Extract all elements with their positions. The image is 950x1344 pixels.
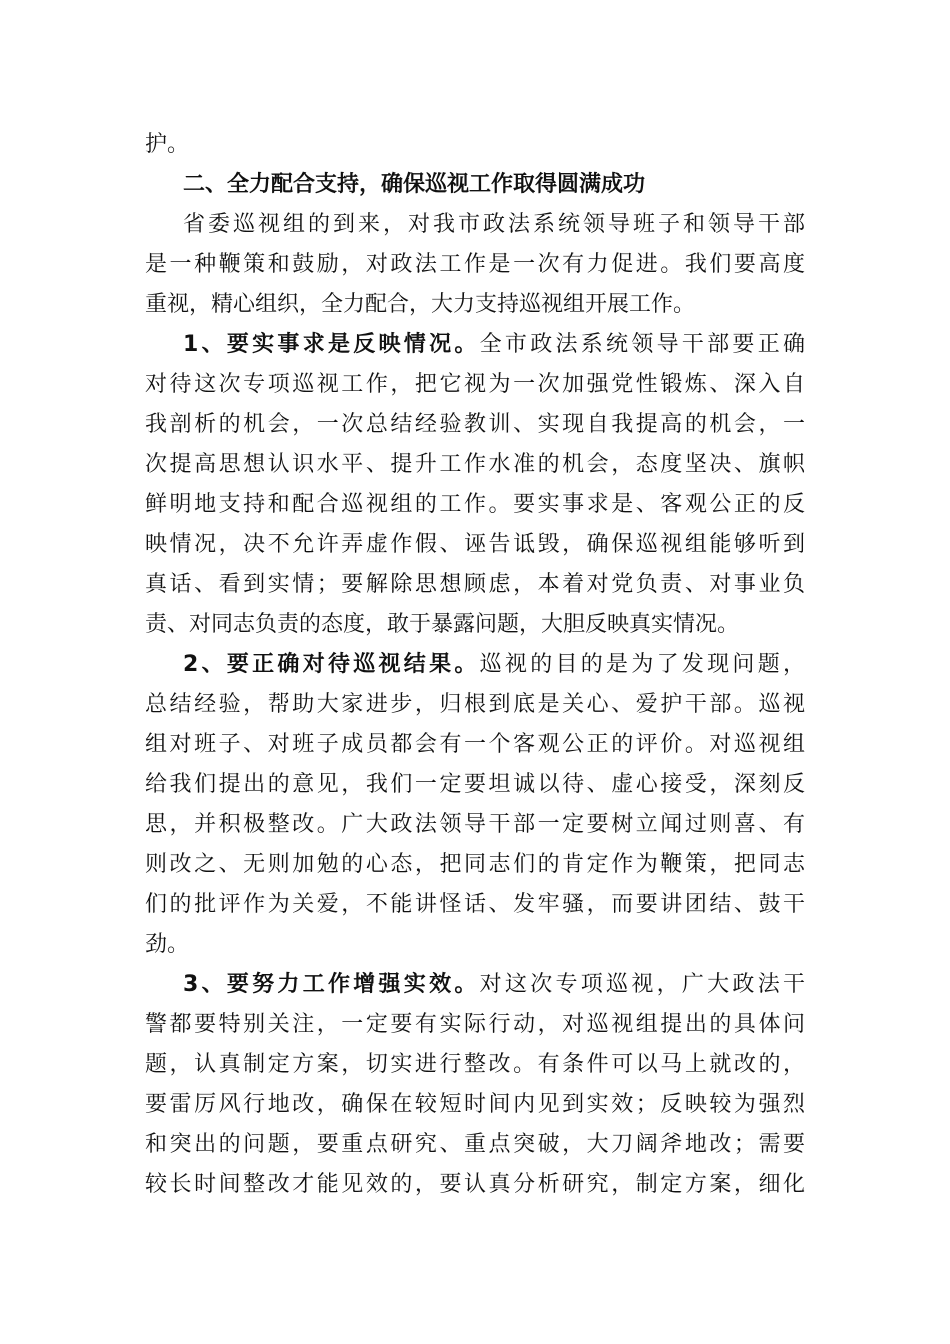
text-line xyxy=(145,890,805,920)
line-text: 责、对同志负责的态度，敢于暴露问题，大胆反映真实情况。 xyxy=(145,612,740,637)
text-line xyxy=(145,810,805,840)
text-line xyxy=(145,1130,805,1160)
section-heading xyxy=(183,170,805,200)
line-text: 则改之、无则加勉的心态，把同志们的肯定作为鞭策，把同志 xyxy=(145,852,805,877)
text-line xyxy=(145,490,805,520)
text-line xyxy=(145,770,805,800)
line-text: 对待这次专项巡视工作，把它视为一次加强党性锻炼、深入自 xyxy=(145,372,805,397)
text-line xyxy=(145,570,805,600)
text-line xyxy=(183,970,805,1000)
line-text: 映情况，决不允许弄虚作假、诬告诋毁，确保巡视组能够听到 xyxy=(145,532,805,557)
text-line xyxy=(183,210,805,240)
text-line xyxy=(145,450,805,480)
line-text: 思，并积极整改。广大政法领导干部一定要树立闻过则喜、有 xyxy=(145,812,805,837)
text-line xyxy=(145,1050,805,1080)
text-line xyxy=(145,730,805,760)
line-text: 题，认真制定方案，切实进行整改。有条件可以马上就改的， xyxy=(145,1052,805,1077)
text-line xyxy=(145,1170,805,1200)
text-line xyxy=(145,290,805,320)
item-lead: 1、要实事求是反映情况。 xyxy=(183,332,480,357)
line-text: 巡视的目的是为了发现问题， xyxy=(479,652,805,677)
line-text: 我剖析的机会，一次总结经验教训、实现自我提高的机会，一 xyxy=(145,412,805,437)
line-text: 次提高思想认识水平、提升工作水准的机会，态度坚决、旗帜 xyxy=(145,452,805,477)
text-line xyxy=(145,530,805,560)
text-line xyxy=(145,250,805,280)
line-text: 重视，精心组织，全力配合，大力支持巡视组开展工作。 xyxy=(145,292,696,317)
line-text: 组对班子、对班子成员都会有一个客观公正的评价。对巡视组 xyxy=(145,732,805,757)
text-line xyxy=(145,850,805,880)
line-text: 对这次专项巡视，广大政法干 xyxy=(479,972,805,997)
line-text: 劲。 xyxy=(145,932,190,957)
text-line xyxy=(145,370,805,400)
line-text: 总结经验，帮助大家进步，归根到底是关心、爱护干部。巡视 xyxy=(145,692,805,717)
text-line xyxy=(145,610,805,640)
text-line xyxy=(145,1090,805,1120)
text-line xyxy=(183,330,805,360)
text-line xyxy=(183,650,805,680)
item-lead: 2、要正确对待巡视结果。 xyxy=(183,652,480,677)
line-text: 和突出的问题，要重点研究、重点突破，大刀阔斧地改；需要 xyxy=(145,1132,805,1157)
line-text: 二、全力配合支持，确保巡视工作取得圆满成功 xyxy=(183,172,646,197)
line-text: 要雷厉风行地改，确保在较短时间内见到实效；反映较为强烈 xyxy=(145,1092,805,1117)
line-text: 是一种鞭策和鼓励，对政法工作是一次有力促进。我们要高度 xyxy=(145,252,805,277)
text-line xyxy=(145,690,805,720)
line-text: 省委巡视组的到来，对我市政法系统领导班子和领导干部 xyxy=(183,212,805,237)
line-text: 全市政法系统领导干部要正确 xyxy=(479,332,805,357)
text-line xyxy=(145,930,805,960)
text-line xyxy=(145,410,805,440)
line-text: 鲜明地支持和配合巡视组的工作。要实事求是、客观公正的反 xyxy=(145,492,805,517)
text-line xyxy=(145,130,805,160)
line-text: 给我们提出的意见，我们一定要坦诚以待、虚心接受，深刻反 xyxy=(145,772,805,797)
line-text: 较长时间整改才能见效的，要认真分析研究，制定方案，细化 xyxy=(145,1172,805,1197)
line-text: 护。 xyxy=(145,132,190,157)
text-line xyxy=(145,1010,805,1040)
item-lead: 3、要努力工作增强实效。 xyxy=(183,972,480,997)
line-text: 真话、看到实情；要解除思想顾虑，本着对党负责、对事业负 xyxy=(145,572,805,597)
line-text: 警都要特别关注，一定要有实际行动，对巡视组提出的具体问 xyxy=(145,1012,805,1037)
line-text: 们的批评作为关爱，不能讲怪话、发牢骚，而要讲团结、鼓干 xyxy=(145,892,805,917)
